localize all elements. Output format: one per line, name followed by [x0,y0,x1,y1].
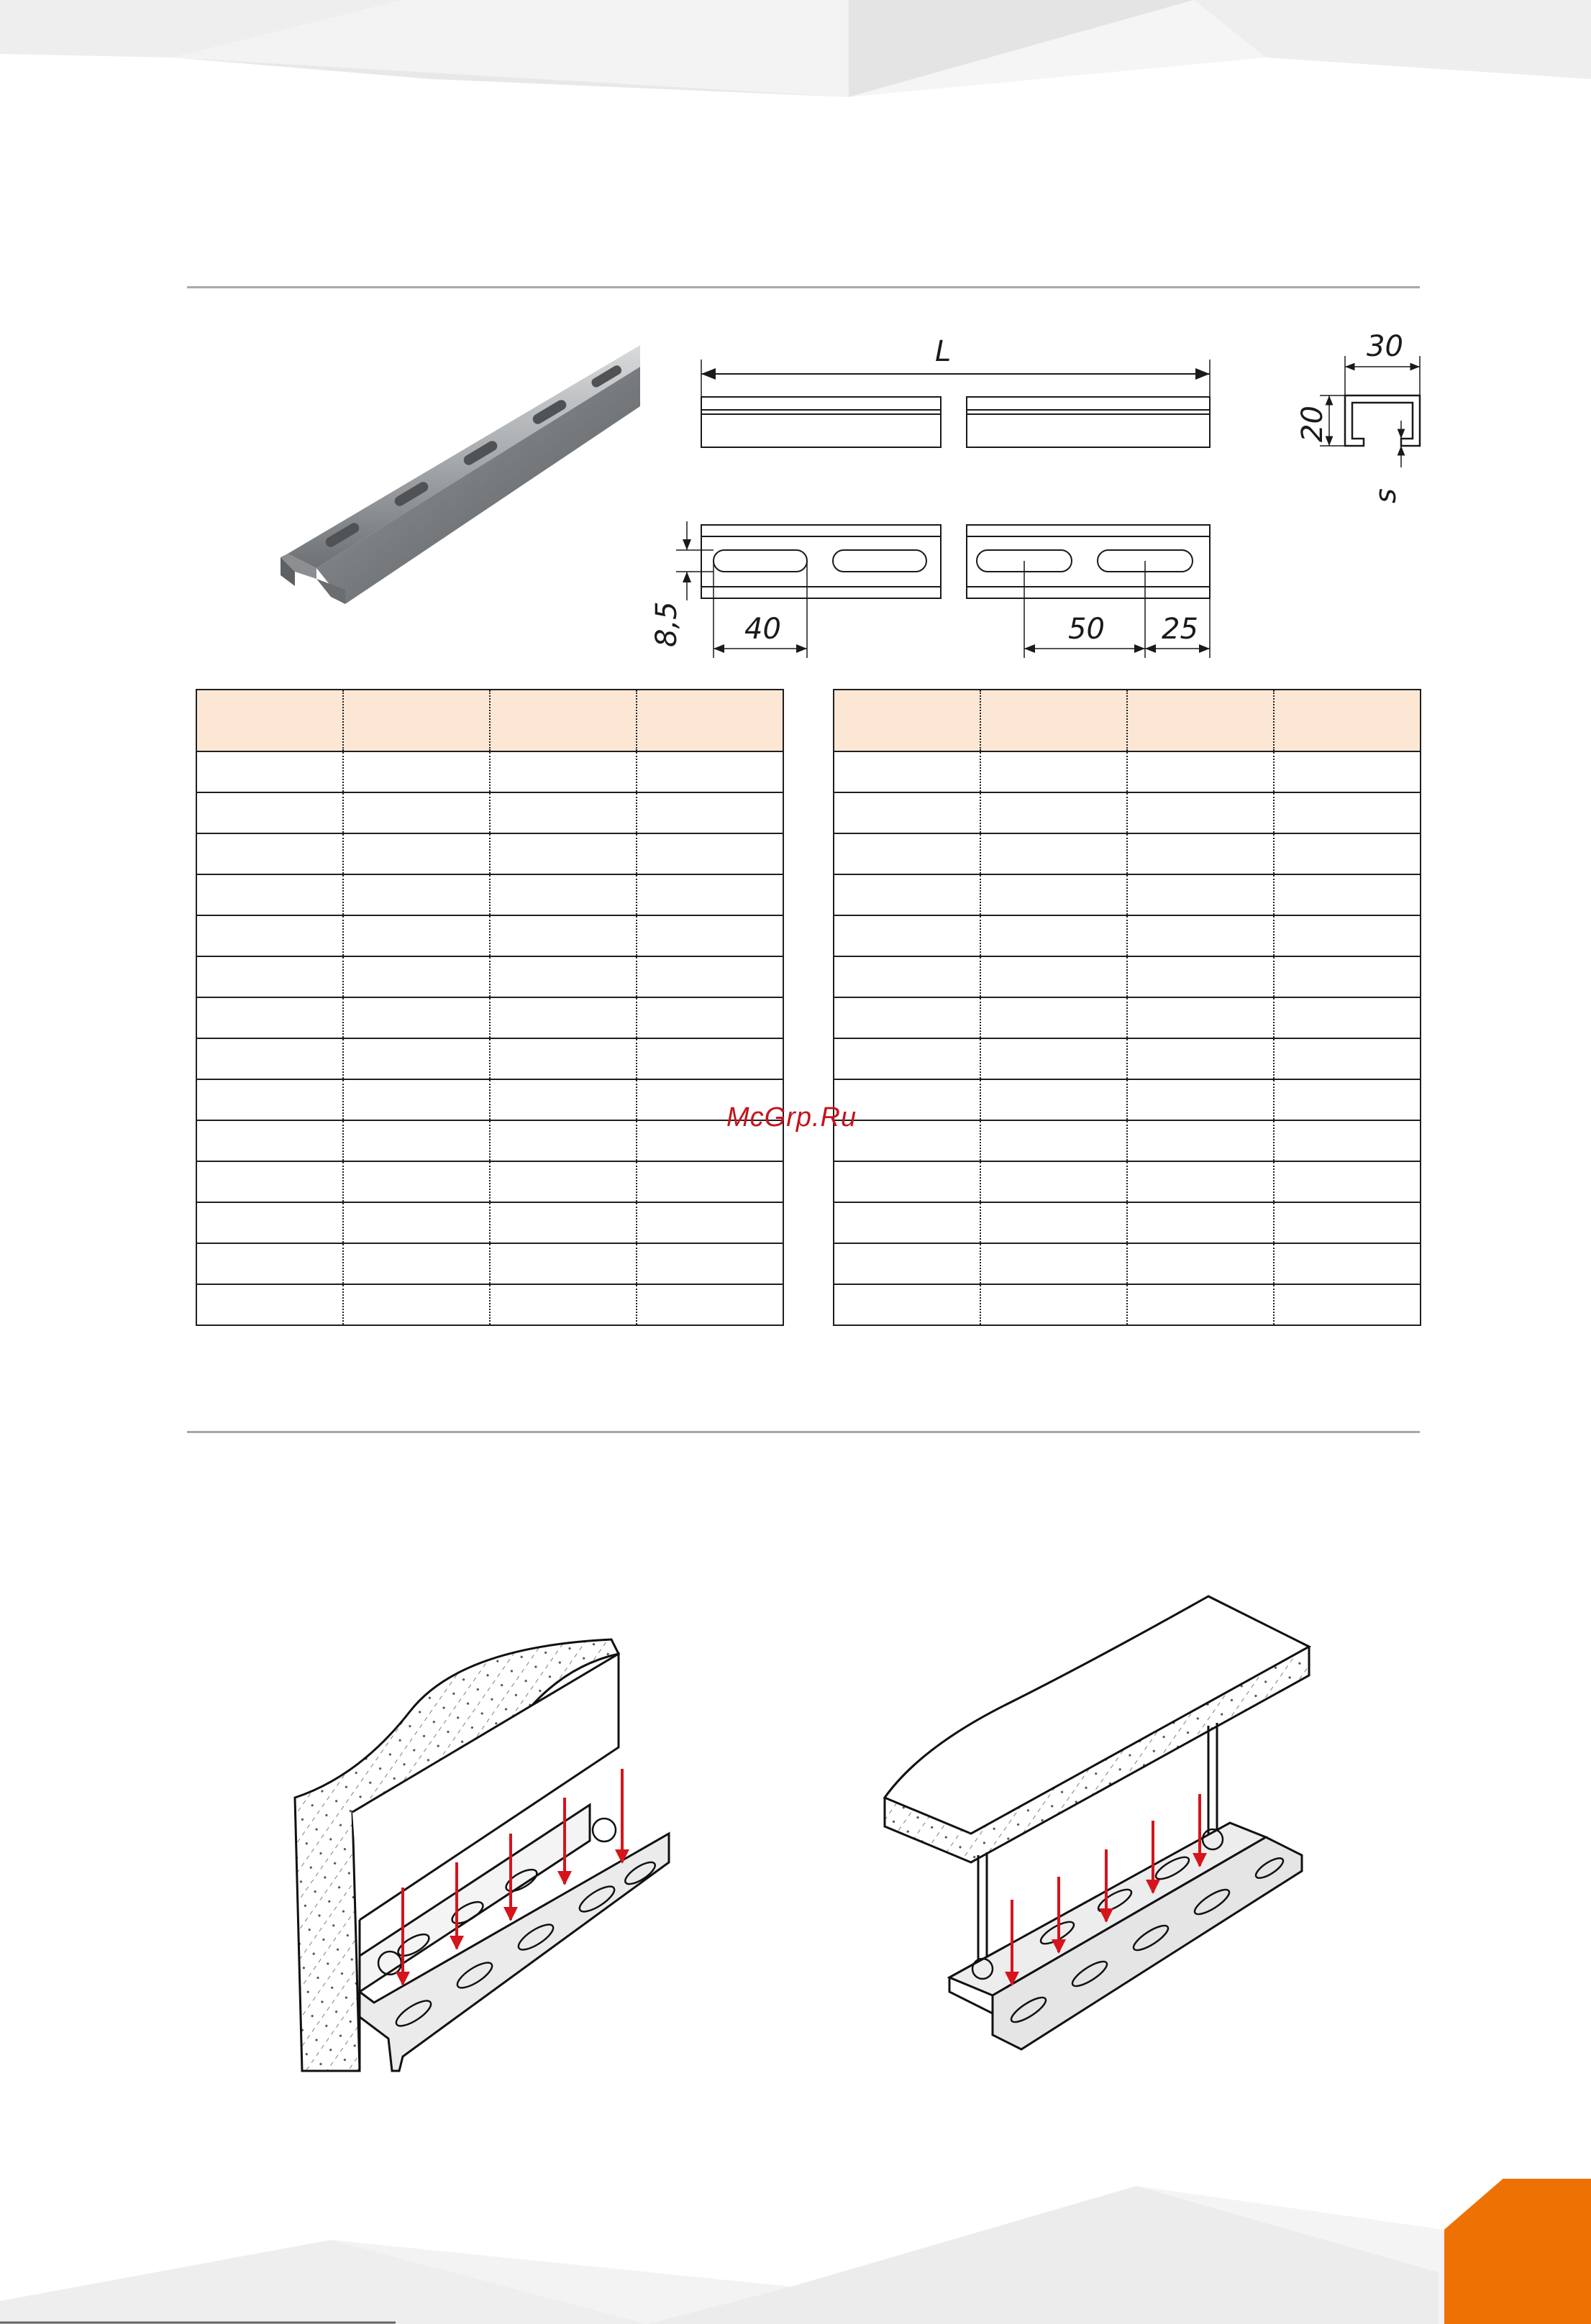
watermark: McGrp.Ru [726,1102,857,1133]
table-cell [834,1284,980,1325]
table-cell [637,1202,783,1243]
header-cell [834,690,980,751]
table-cell [834,792,980,833]
table-cell [196,1284,343,1325]
table-cell [1274,956,1421,997]
table-row [196,1161,783,1202]
table-cell [980,1161,1127,1202]
table-cell [490,1079,637,1120]
table-cell [490,1243,637,1284]
table-row [196,1202,783,1243]
table-cell [1274,997,1421,1038]
header-cell [196,690,343,751]
table-cell [834,997,980,1038]
table-row [196,1284,783,1325]
table-cell [980,1243,1127,1284]
end-offset-label: 25 [1162,613,1198,646]
wall-mount-illustration [281,1625,683,2085]
table-row [834,1202,1421,1243]
table-row [196,833,783,874]
table-cell [490,1120,637,1161]
profile-rail-photo [273,338,640,618]
table-cell [196,1079,343,1120]
table-cell [637,915,783,956]
table-cell [637,956,783,997]
table-cell [637,1161,783,1202]
section-divider-middle [187,1431,1420,1433]
table-row [834,1243,1421,1284]
table-cell [637,833,783,874]
table-cell [1127,874,1274,915]
table-row [196,1120,783,1161]
table-cell [1274,1243,1421,1284]
table-cell [834,956,980,997]
table-cell [343,1038,490,1079]
table-row [834,1120,1421,1161]
height-label: 20 [1296,406,1329,442]
table-cell [196,833,343,874]
table-cell [1127,751,1274,792]
table-cell [196,956,343,997]
table-cell [490,1284,637,1325]
table-cell [1127,915,1274,956]
table-row [834,1161,1421,1202]
table-cell [343,1079,490,1120]
table-cell [1274,915,1421,956]
table-cell [1127,1284,1274,1325]
table-cell [490,1202,637,1243]
table-cell [980,997,1127,1038]
table-row [834,792,1421,833]
table-cell [196,1038,343,1079]
table-cell [834,915,980,956]
table-cell [1127,1243,1274,1284]
table-row [834,1038,1421,1079]
table-cell [980,751,1127,792]
table-cell [196,1161,343,1202]
table-row [196,1243,783,1284]
table-row [196,792,783,833]
table-row [834,874,1421,915]
header-cell [980,690,1127,751]
length-label: L [935,335,952,368]
table-cell [1274,1161,1421,1202]
table-cell [196,1120,343,1161]
table-cell [343,1284,490,1325]
profile-cross-section [1266,324,1439,511]
table-cell [980,792,1127,833]
table-cell [343,751,490,792]
header-cell [637,690,783,751]
table-cell [490,1038,637,1079]
table-cell [834,874,980,915]
table-cell [637,1038,783,1079]
table-row [834,915,1421,956]
table-row [196,956,783,997]
table-row [196,874,783,915]
slot-height-label: 8,5 [650,601,683,647]
table-cell [196,915,343,956]
table-cell [343,915,490,956]
table-cell [343,1243,490,1284]
table-cell [343,1202,490,1243]
table-cell [490,833,637,874]
table-cell [637,1243,783,1284]
width-label: 30 [1367,330,1403,363]
ceiling-mount-illustration [877,1589,1323,2092]
table-cell [1127,1202,1274,1243]
table-cell [980,874,1127,915]
table-cell [1274,833,1421,874]
table-cell [1127,1038,1274,1079]
table-cell [1127,792,1274,833]
table-row [196,1079,783,1120]
table-cell [1274,874,1421,915]
table-cell [980,956,1127,997]
table-cell [1127,1161,1274,1202]
table-cell [490,1161,637,1202]
table-cell [637,792,783,833]
header-cell [490,690,637,751]
table-cell [196,792,343,833]
table-row [196,751,783,792]
spec-table-right [833,689,1421,1326]
thickness-label: s [1369,488,1403,503]
table-cell [1274,1038,1421,1079]
table-cell [490,751,637,792]
table-cell [1274,792,1421,833]
table-row [196,997,783,1038]
header-cell [1127,690,1274,751]
table-cell [980,1284,1127,1325]
table-cell [980,1038,1127,1079]
table-cell [637,751,783,792]
slot-length-label: 40 [744,613,781,646]
table-row [834,1284,1421,1325]
table-cell [490,956,637,997]
header-cell [343,690,490,751]
table-row [834,833,1421,874]
header-cell [1274,690,1421,751]
table-cell [834,1243,980,1284]
table-cell [343,956,490,997]
table-cell [1127,997,1274,1038]
table-cell [834,1202,980,1243]
section-divider-top [187,286,1420,288]
table-cell [637,997,783,1038]
table-cell [1274,751,1421,792]
table-cell [1274,1120,1421,1161]
table-cell [1274,1284,1421,1325]
table-row [834,956,1421,997]
slot-pitch-label: 50 [1068,613,1105,646]
table-cell [1127,1079,1274,1120]
table-cell [343,997,490,1038]
table-cell [980,1202,1127,1243]
table-cell [980,833,1127,874]
table-cell [1127,956,1274,997]
table-cell [980,1120,1127,1161]
table-row [834,751,1421,792]
table-cell [490,997,637,1038]
table-cell [490,792,637,833]
spec-table-left [196,689,784,1326]
table-row [196,915,783,956]
table-cell [834,833,980,874]
table-cell [1274,1079,1421,1120]
table-cell [490,915,637,956]
table-cell [196,1202,343,1243]
table-row [834,1079,1421,1120]
table-cell [980,1079,1127,1120]
table-cell [1127,1120,1274,1161]
technical-drawing [619,316,1230,669]
table-cell [834,751,980,792]
table-cell [343,1120,490,1161]
bottom-decor [0,2179,1591,2324]
table-cell [196,751,343,792]
table-cell [980,915,1127,956]
table-row [196,1038,783,1079]
table-cell [343,874,490,915]
table-row [834,997,1421,1038]
table-cell [637,1284,783,1325]
table-cell [196,997,343,1038]
table-cell [834,1161,980,1202]
table-cell [343,792,490,833]
table-cell [343,1161,490,1202]
table-cell [196,1243,343,1284]
table-cell [490,874,637,915]
table-cell [1274,1202,1421,1243]
table-cell [834,1038,980,1079]
table-cell [637,874,783,915]
table-cell [1127,833,1274,874]
top-decor [0,0,1591,101]
table-cell [196,874,343,915]
table-cell [343,833,490,874]
